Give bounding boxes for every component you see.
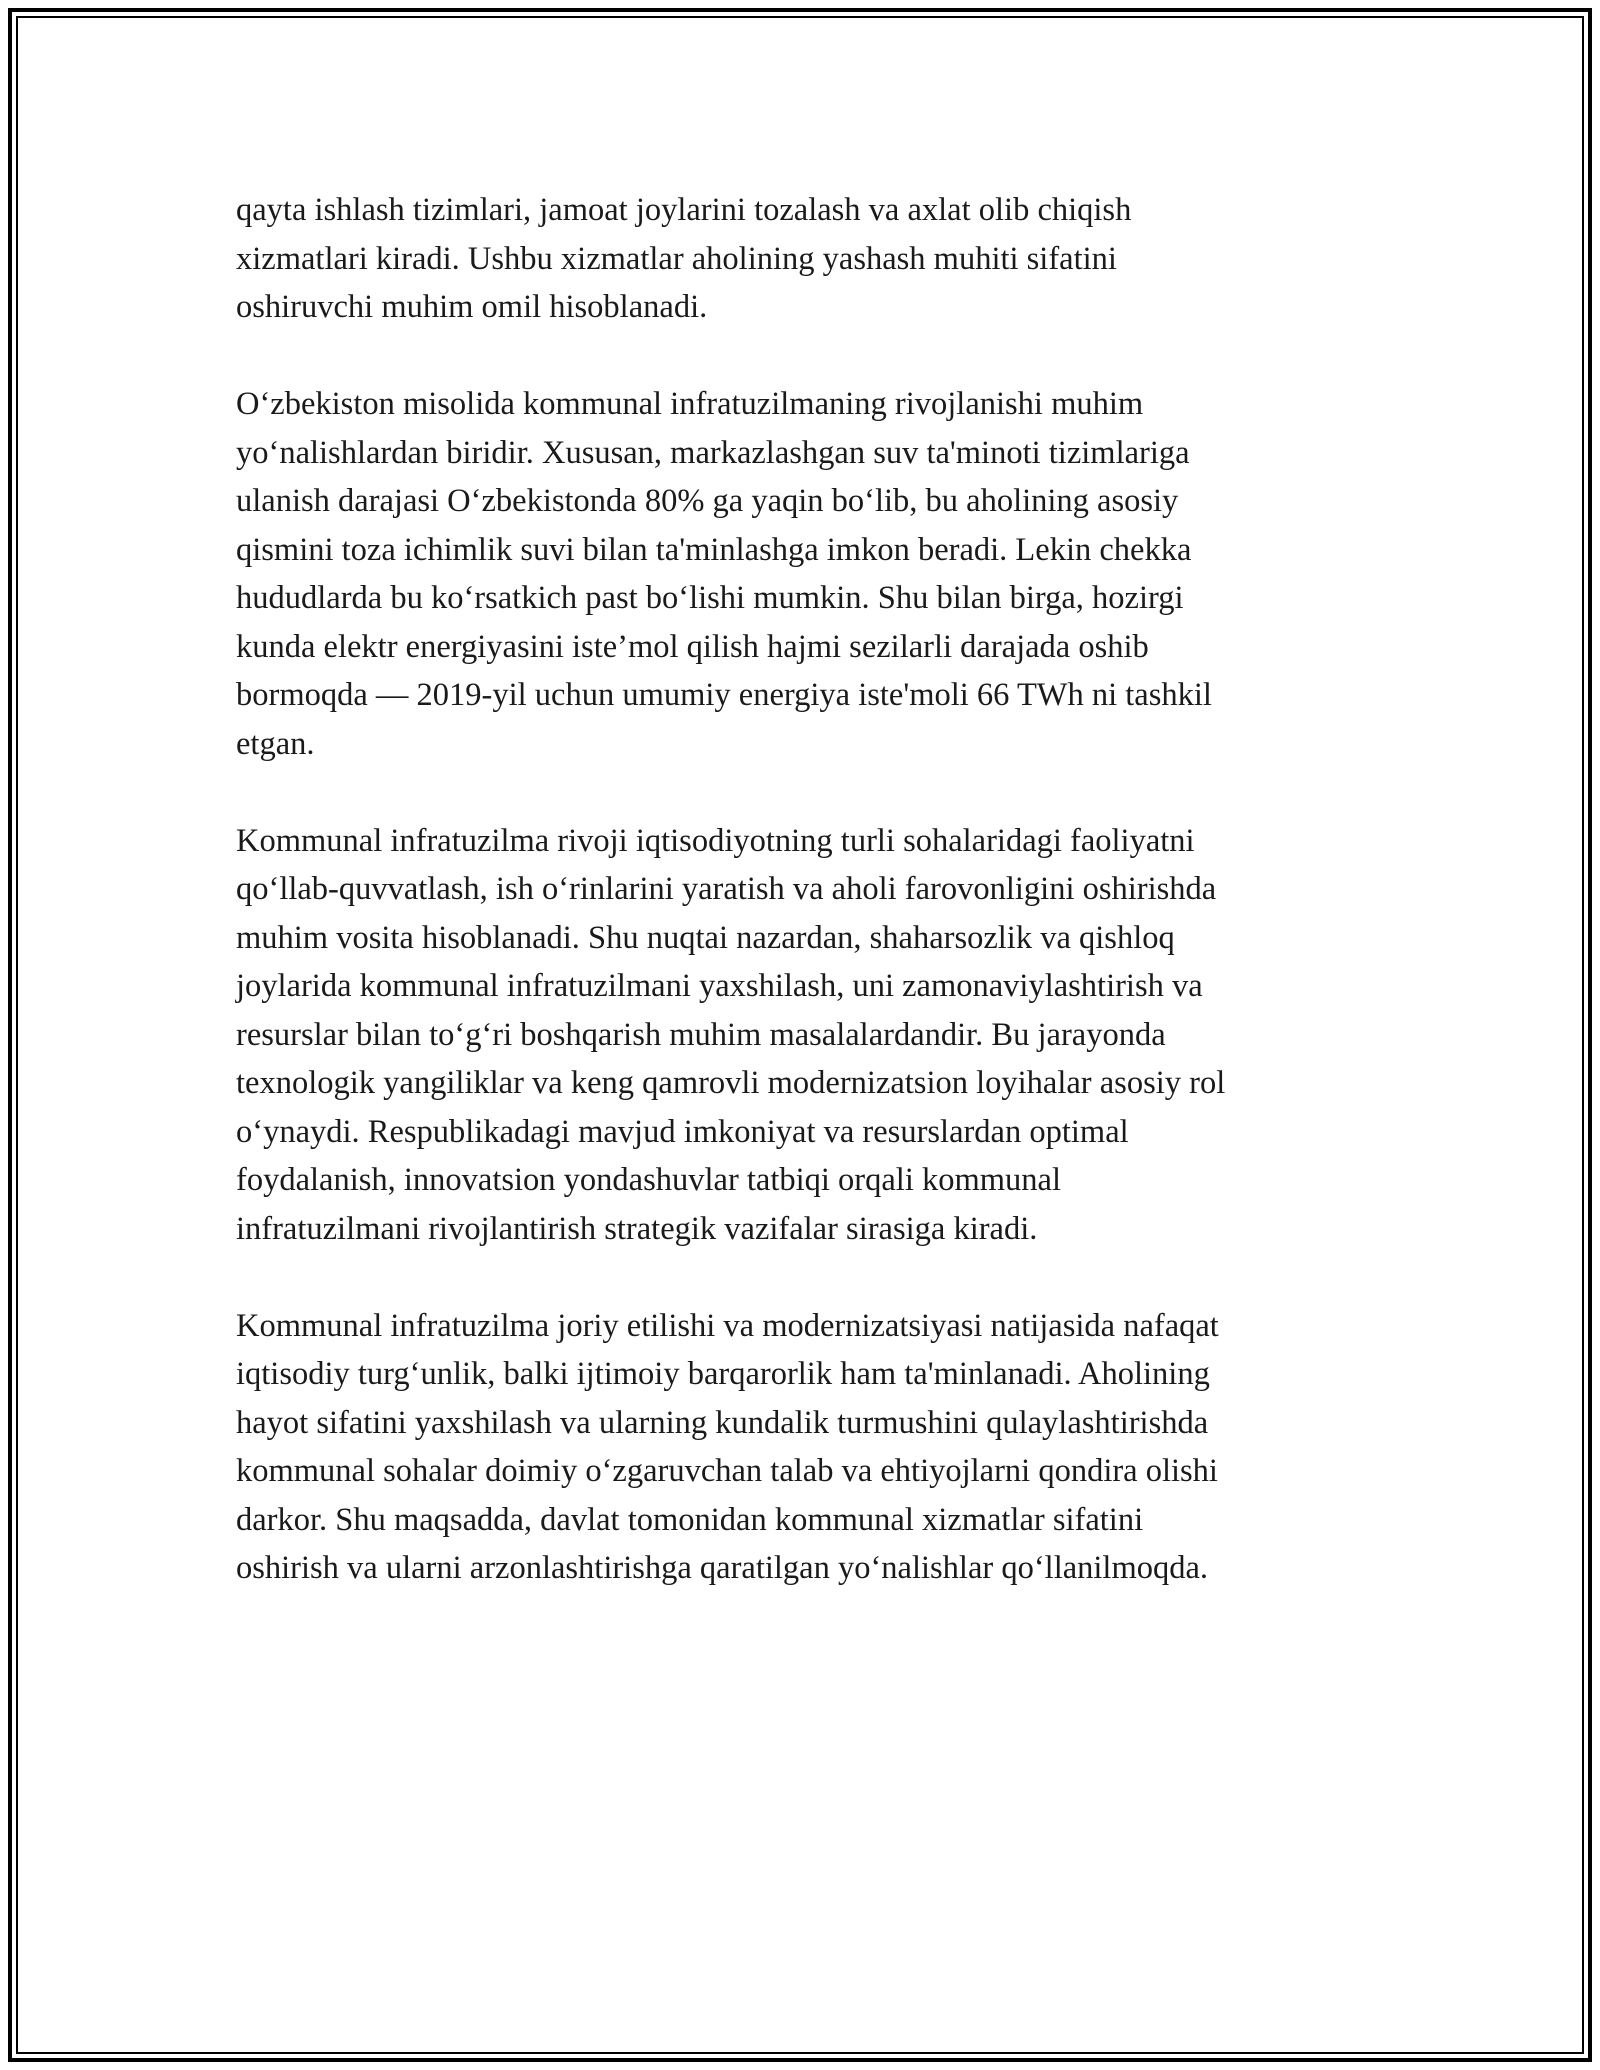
document-body	[236, 186, 1366, 1641]
paragraph-2: O‘zbekiston misolida kommunal infratuzilmaning rivojlanishi muhim yo‘nalishlardan biridir. Xususan, markazlashgan suv ta'minoti tizimlariga ulanish darajasi O‘zbekistonda 80% ga yaqin bo‘lib, bu aholining asosiy qismini toza ichimlik suvi bilan ta'minlashga imkon beradi. Lekin chekka hududlarda bu ko‘rsatkich past bo‘lishi mumkin. Shu bilan birga, hozirgi kunda elektr energiyasini iste’mol qilish hajmi sezilarli darajada oshib bormoqda — 2019-yil uchun umumiy energiya iste'moli 66 TWh ni tashkil etgan.	[236, 386, 1212, 762]
paragraph-3: Kommunal infratuzilma rivoji iqtisodiyotning turli sohalaridagi faoliyatni qo‘llab-quvvatlash, ish o‘rinlarini yaratish va aholi farovonligini oshirishda muhim vosita hisoblanadi. Shu nuqtai nazardan, shaharsozlik va qishloq joylarida kommunal infratuzilmani yaxshilash, uni zamonaviylashtirish va resurslar bilan to‘g‘ri boshqarish muhim masalalardandir. Bu jarayonda texnologik yangiliklar va keng qamrovli modernizatsion loyihalar asosiy rol o‘ynaydi. Respublikadagi mavjud imkoniyat va resurslardan optimal foydalanish, innovatsion yondashuvlar tatbiqi orqali kommunal infratuzilmani rivojlantirish strategik vazifalar sirasiga kiradi.	[236, 822, 1226, 1247]
paragraph-4: Kommunal infratuzilma joriy etilishi va modernizatsiyasi natijasida nafaqat iqtisodiy turg‘unlik, balki ijtimoiy barqarorlik ham ta'minlanadi. Aholining hayot sifatini yaxshilash va ularning kundalik turmushini qulaylashtirishda kommunal sohalar doimiy o‘zgaruvchan talab va ehtiyojlarni qondira olishi darkor. Shu maqsadda, davlat tomonidan kommunal xizmatlar sifatini oshirish va ularni arzonlashtirishga qaratilgan yo‘nalishlar qo‘llanilmoqda.	[236, 1307, 1219, 1586]
paragraph-1: qayta ishlash tizimlari, jamoat joylarini tozalash va axlat olib chiqish xizmatlari kiradi. Ushbu xizmatlar aholining yashash muhiti sifatini oshiruvchi muhim omil hisoblanadi.	[236, 192, 1132, 325]
